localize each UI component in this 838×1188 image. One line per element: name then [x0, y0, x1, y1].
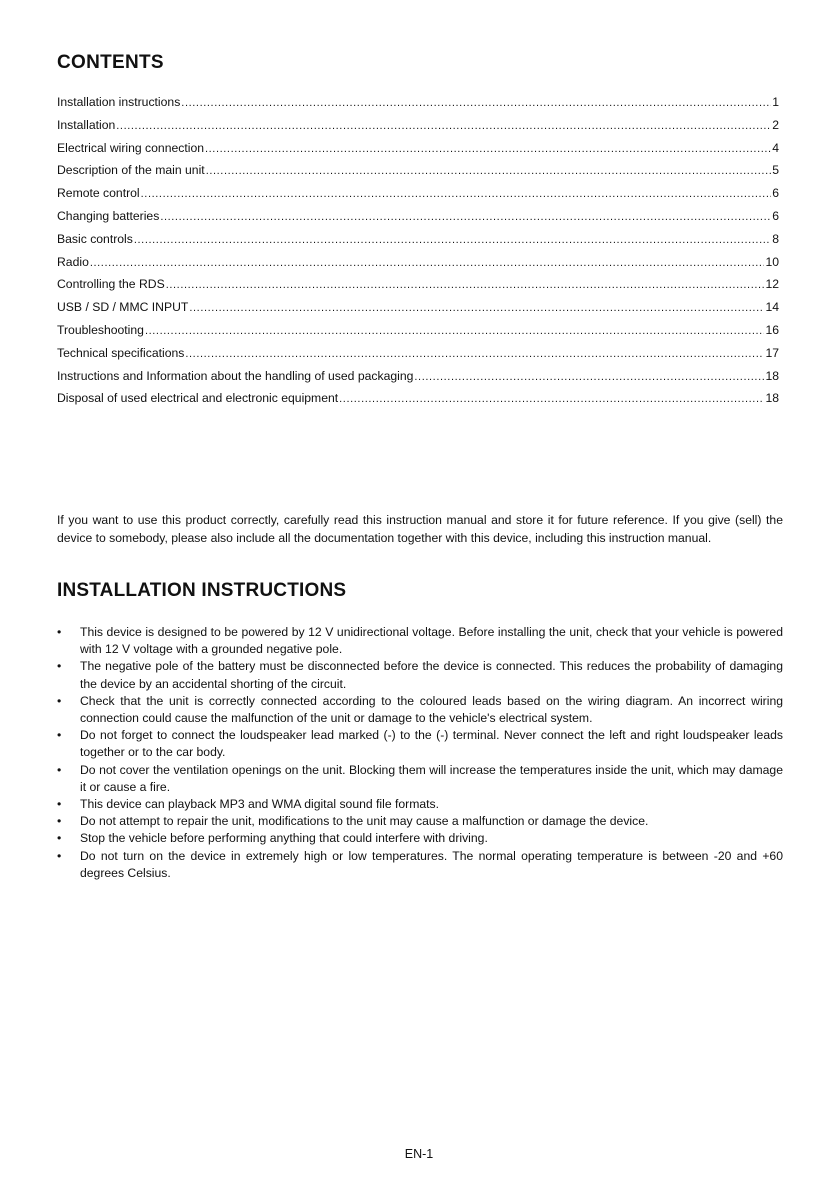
bullet-icon: •	[57, 762, 62, 777]
installation-instructions-heading: INSTALLATION INSTRUCTIONS	[57, 580, 347, 601]
toc-entry[interactable]	[57, 369, 779, 392]
toc-entry-page: 16	[765, 322, 779, 337]
toc-entry-label: Troubleshooting	[57, 322, 144, 337]
bullet-icon: •	[57, 831, 62, 846]
toc-leader-dots	[90, 257, 765, 269]
toc-entry-label: Changing batteries	[57, 208, 160, 223]
toc-entry-label: Remote control	[57, 186, 140, 201]
bullet-text: The negative pole of the battery must be disconnected before the device is connected. This reduces the probability of damaging the device by an accidental shorting of the circuit.	[80, 659, 783, 691]
intro-paragraph: If you want to use this product correctly, carefully read this instruction manual and store it for future reference. If you give (sell) the device to somebody, please also include all the documentation together with this device, including this instruction manual.	[57, 513, 783, 545]
toc-entry-label: Description of the main unit	[57, 163, 205, 178]
toc-entry[interactable]	[57, 232, 779, 255]
bullet-text: This device is designed to be powered by 12 V unidirectional voltage. Before installing the unit, check that your vehicle is powered with 12 V voltage with a grounded negative pole.	[80, 625, 783, 657]
bullet-text: Do not attempt to repair the unit, modifications to the unit may cause a malfunction or damage the device.	[80, 814, 649, 829]
toc-leader-dots	[206, 165, 772, 177]
bullet-icon: •	[57, 848, 62, 863]
toc-entry[interactable]	[57, 391, 779, 414]
bullet-text: This device can playback MP3 and WMA digital sound file formats.	[80, 797, 440, 812]
page-number: EN-1	[404, 1147, 434, 1161]
list-item	[57, 624, 783, 658]
list-item	[57, 830, 783, 847]
toc-entry-page: 1	[772, 95, 779, 109]
toc-leader-dots	[189, 302, 764, 314]
list-item	[57, 848, 783, 882]
toc-entry[interactable]	[57, 186, 779, 209]
list-item	[57, 813, 783, 830]
toc-entry-label: Disposal of used electrical and electronic equipment	[57, 391, 339, 406]
list-item	[57, 727, 783, 761]
toc-leader-dots	[145, 325, 764, 337]
toc-entry-label: Technical specifications	[57, 345, 185, 360]
toc-entry[interactable]	[57, 300, 779, 323]
toc-leader-dots	[116, 120, 771, 132]
bullet-icon: •	[57, 728, 62, 743]
bullet-text: Check that the unit is correctly connected according to the coloured leads based on the wiring diagram. An incorrect wiring connection could cause the malfunction of the unit or damage to the vehicle's electrical system.	[80, 693, 783, 726]
toc-entry-page: 18	[765, 368, 779, 383]
toc-entry[interactable]	[57, 163, 779, 186]
toc-leader-dots	[339, 393, 764, 405]
toc-leader-dots	[414, 371, 764, 383]
toc-entry-page: 4	[772, 140, 779, 155]
list-item	[57, 693, 783, 727]
toc-entry-label: Instructions and Information about the handling of used packaging	[57, 368, 414, 383]
toc-entry-page: 2	[772, 117, 779, 132]
bullet-icon: •	[57, 693, 62, 708]
bullet-text: Do not turn on the device in extremely high or low temperatures. The normal operating temperature is between -20 and +60 degrees Celsius.	[80, 848, 783, 880]
bullet-icon: •	[57, 659, 62, 674]
bullet-text: Do not forget to connect the loudspeaker lead marked (-) to the (-) terminal. Never connect the left and right loudspeaker leads together or to the car body.	[80, 728, 783, 760]
toc-entry-label: Basic controls	[57, 231, 133, 246]
toc-entry-page: 8	[772, 231, 779, 246]
toc-entry-page: 12	[765, 277, 779, 292]
toc-entry-page: 14	[765, 300, 779, 315]
toc-leader-dots	[185, 348, 764, 360]
toc-leader-dots	[141, 188, 772, 200]
toc-leader-dots	[160, 211, 771, 223]
toc-entry-label: USB / SD / MMC INPUT	[57, 300, 189, 315]
list-item	[57, 658, 783, 692]
toc-entry-page: 5	[772, 163, 779, 178]
toc-leader-dots	[205, 143, 771, 155]
bullet-icon: •	[57, 625, 62, 639]
toc-entry-page: 6	[772, 186, 779, 201]
toc-entry-page: 10	[765, 254, 779, 269]
toc-leader-dots	[166, 279, 765, 291]
toc-entry[interactable]	[57, 277, 779, 300]
contents-heading: CONTENTS	[57, 52, 164, 73]
bullet-icon: •	[57, 814, 62, 829]
toc-entry[interactable]	[57, 118, 779, 141]
toc-entry[interactable]	[57, 95, 779, 118]
toc-entry[interactable]	[57, 141, 779, 164]
toc-entry-page: 18	[765, 391, 779, 406]
bullet-text: Do not cover the ventilation openings on the unit. Blocking them will increase the temperatures inside the unit, which may damage it or cause a fire.	[80, 762, 783, 794]
toc-entry-label: Electrical wiring connection	[57, 140, 204, 155]
toc-entry-page: 6	[772, 208, 779, 223]
toc-entry-label: Installation instructions	[57, 95, 181, 109]
toc-entry[interactable]	[57, 346, 779, 369]
toc-leader-dots	[181, 97, 771, 109]
toc-entry-label: Controlling the RDS	[57, 277, 165, 292]
toc-leader-dots	[134, 234, 771, 246]
bullet-text: Stop the vehicle before performing anything that could interfere with driving.	[80, 831, 488, 846]
toc-entry[interactable]	[57, 323, 779, 346]
toc-entry-label: Radio	[57, 254, 89, 269]
toc-entry[interactable]	[57, 209, 779, 232]
toc-entry[interactable]	[57, 255, 779, 278]
toc-entry-label: Installation	[57, 117, 116, 132]
table-of-contents	[57, 95, 779, 414]
list-item	[57, 762, 783, 796]
installation-bullet-list	[57, 624, 783, 882]
toc-entry-page: 17	[765, 345, 779, 360]
list-item	[57, 796, 783, 813]
bullet-icon: •	[57, 797, 62, 812]
